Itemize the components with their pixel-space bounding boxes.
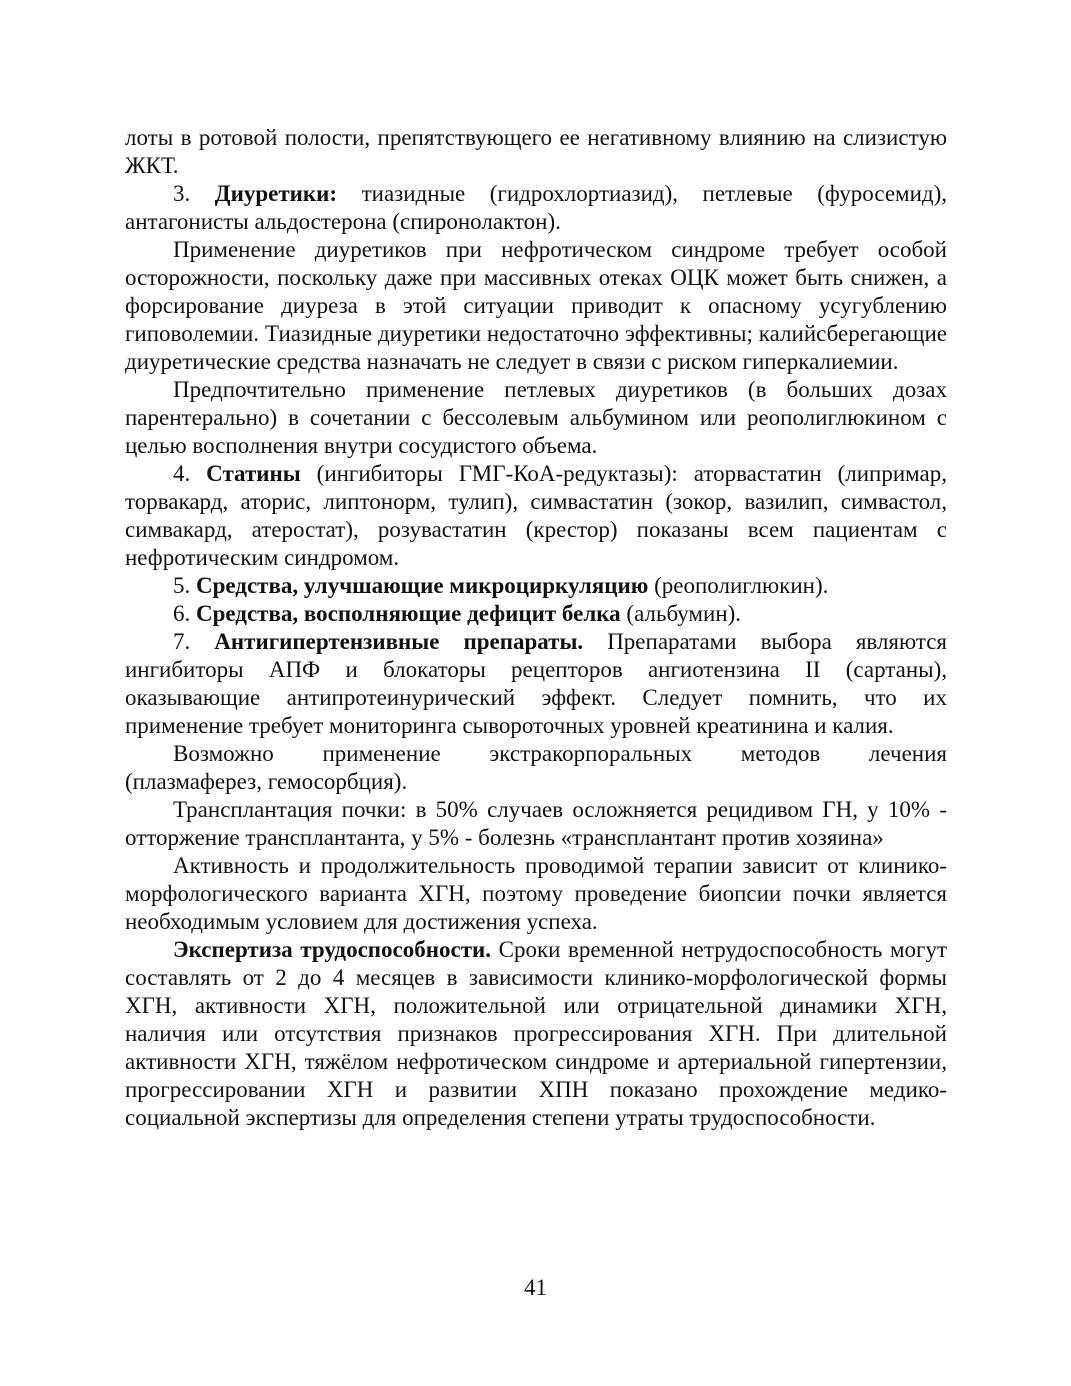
paragraph-text: 5.	[173, 573, 196, 598]
paragraph	[125, 376, 947, 460]
bold-term: Средства, восполняющие дефицит белка	[196, 601, 621, 626]
paragraph-text: (альбумин).	[620, 601, 742, 626]
paragraph	[125, 572, 947, 600]
paragraph-text: (плазмаферез, гемосорбция).	[125, 769, 408, 794]
paragraph-text: лоты в ротовой полости, препятствующего ее негативному влиянию на слизистую ЖКТ.	[125, 125, 947, 178]
paragraph	[125, 600, 947, 628]
bold-term: Статины	[206, 461, 301, 486]
paragraph-text: (ингибиторы ГМГ-КоА-редуктазы): аторвастатин (липримар, торвакард, аторис, липтонорм, тулип), симвастатин (зокор, вазилип, симвастол, симвакард, атеростат), розувастатин (крестор) показаны всем пациентам с нефротическим синдромом.	[125, 461, 947, 570]
paragraph-text: Предпочтительно применение петлевых диуретиков (в больших дозах парентерально) в сочетании с бессолевым альбумином или реополиглюкином с целью восполнения внутри сосудистого объема.	[125, 377, 947, 458]
paragraph	[125, 628, 947, 740]
paragraph	[125, 460, 947, 572]
bold-term: Средства, улучшающие микроциркуляцию	[196, 573, 649, 598]
paragraph	[125, 852, 947, 936]
paragraph-text: Активность и продолжительность проводимой терапии зависит от клинико-морфологического варианта ХГН, поэтому проведение биопсии почки является необходимым условием для достижения успеха.	[125, 853, 947, 934]
paragraph-text: 7.	[173, 629, 215, 654]
paragraph-text: Применение диуретиков при нефротическом синдроме требует особой осторожности, поскольку даже при массивных отеках ОЦК может быть снижен, а форсирование диуреза в этой ситуации приводит к опасному усугублению гиповолемии. Тиазидные диуретики недостаточно эффективны; калийсберегающие диуретические средства назначать не следует в связи с риском гиперкалиемии.	[125, 237, 947, 374]
body-text	[125, 124, 947, 1132]
paragraph	[125, 740, 947, 768]
paragraph-text: тиазидные (гидрохлортиазид), петлевые (фуросемид), антагонисты альдостерона (спиронолактон).	[125, 181, 948, 234]
paragraph	[125, 796, 947, 852]
paragraph-text: (реополиглюкин).	[648, 573, 829, 598]
page-number: 41	[524, 1275, 547, 1300]
paragraph-text: Препаратами выбора являются ингибиторы АПФ и блокаторы рецепторов ангиотензина II (сартаны), оказывающие антипротеинурический эффект. Следует помнить, что их применение требует мониторинга сывороточных уровней креатинина и калия.	[125, 629, 948, 738]
bold-term: Антигипертензивные препараты.	[214, 629, 584, 654]
paragraph-text: 6.	[173, 601, 196, 626]
paragraph-text: Трансплантация почки: в 50% случаев осложняется рецидивом ГН, у 10% - отторжение трансплантанта, у 5% - болезнь «трансплантант против хозяина»	[125, 797, 947, 850]
paragraph-text: Сроки временной нетрудоспособность могут составлять от 2 до 4 месяцев в зависимости клинико-морфологической формы ХГН, активности ХГН, положительной или отрицательной динамики ХГН, наличия или отсутствия признаков прогрессирования ХГН. При длительной активности ХГН, тяжёлом нефротическом синдроме и артериальной гипертензии, прогрессировании ХГН и развитии ХПН показано прохождение медико-социальной экспертизы для определения степени утраты трудоспособности.	[125, 937, 948, 1130]
paragraph	[125, 768, 947, 796]
bold-term: Экспертиза трудоспособности.	[173, 937, 492, 962]
paragraph	[125, 236, 947, 376]
paragraph	[125, 180, 947, 236]
paragraph	[125, 124, 947, 180]
bold-term: Диуретики:	[214, 181, 338, 206]
paragraph	[125, 936, 947, 1132]
paragraph-text: 4.	[173, 461, 207, 486]
paragraph-text: Возможно применение экстракорпоральных методов лечения	[173, 741, 947, 766]
paragraph-text: 3.	[173, 181, 215, 206]
